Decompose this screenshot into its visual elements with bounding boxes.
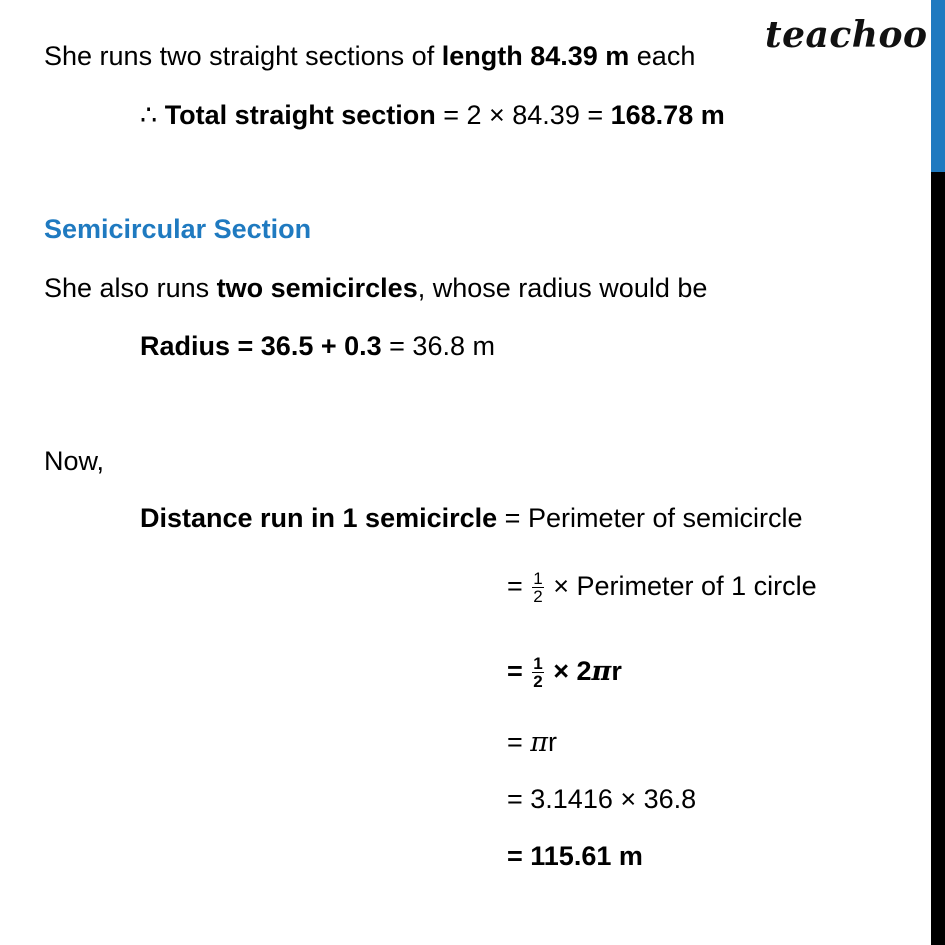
radius-line: Radius = 36.5 + 0.3 = 36.8 m: [140, 331, 495, 361]
step-pi-r: = πr: [507, 727, 558, 758]
fraction-one-half-bold: $\frac{1}{2}$: [533, 654, 543, 692]
step-result: = 115.61 m: [507, 841, 643, 871]
section-heading: Semicircular Section: [44, 214, 312, 244]
now-line: Now,: [44, 446, 105, 476]
step-half-perimeter: = $\frac{1}{2}$ × Perimeter of 1 circle: [507, 569, 817, 607]
step-half-two-pi-r: = $\frac{1}{2}$ × 2πr: [507, 654, 622, 692]
total-straight-line: ∴ Total straight section = 2 × 84.39 = 168.78 m: [140, 100, 725, 130]
semicircles-line: She also runs two semicircles, whose radius would be: [44, 273, 708, 303]
sidebar-accent-bar-top: [931, 0, 945, 172]
straight-sections-line: She runs two straight sections of length 84.39 m each: [44, 41, 696, 71]
distance-line: Distance run in 1 semicircle = Perimeter of semicircle: [140, 503, 803, 533]
step-substitution: = 3.1416 × 36.8: [507, 784, 697, 814]
teachoo-logo: teachoo: [765, 14, 928, 56]
fraction-one-half: $\frac{1}{2}$: [533, 569, 543, 607]
